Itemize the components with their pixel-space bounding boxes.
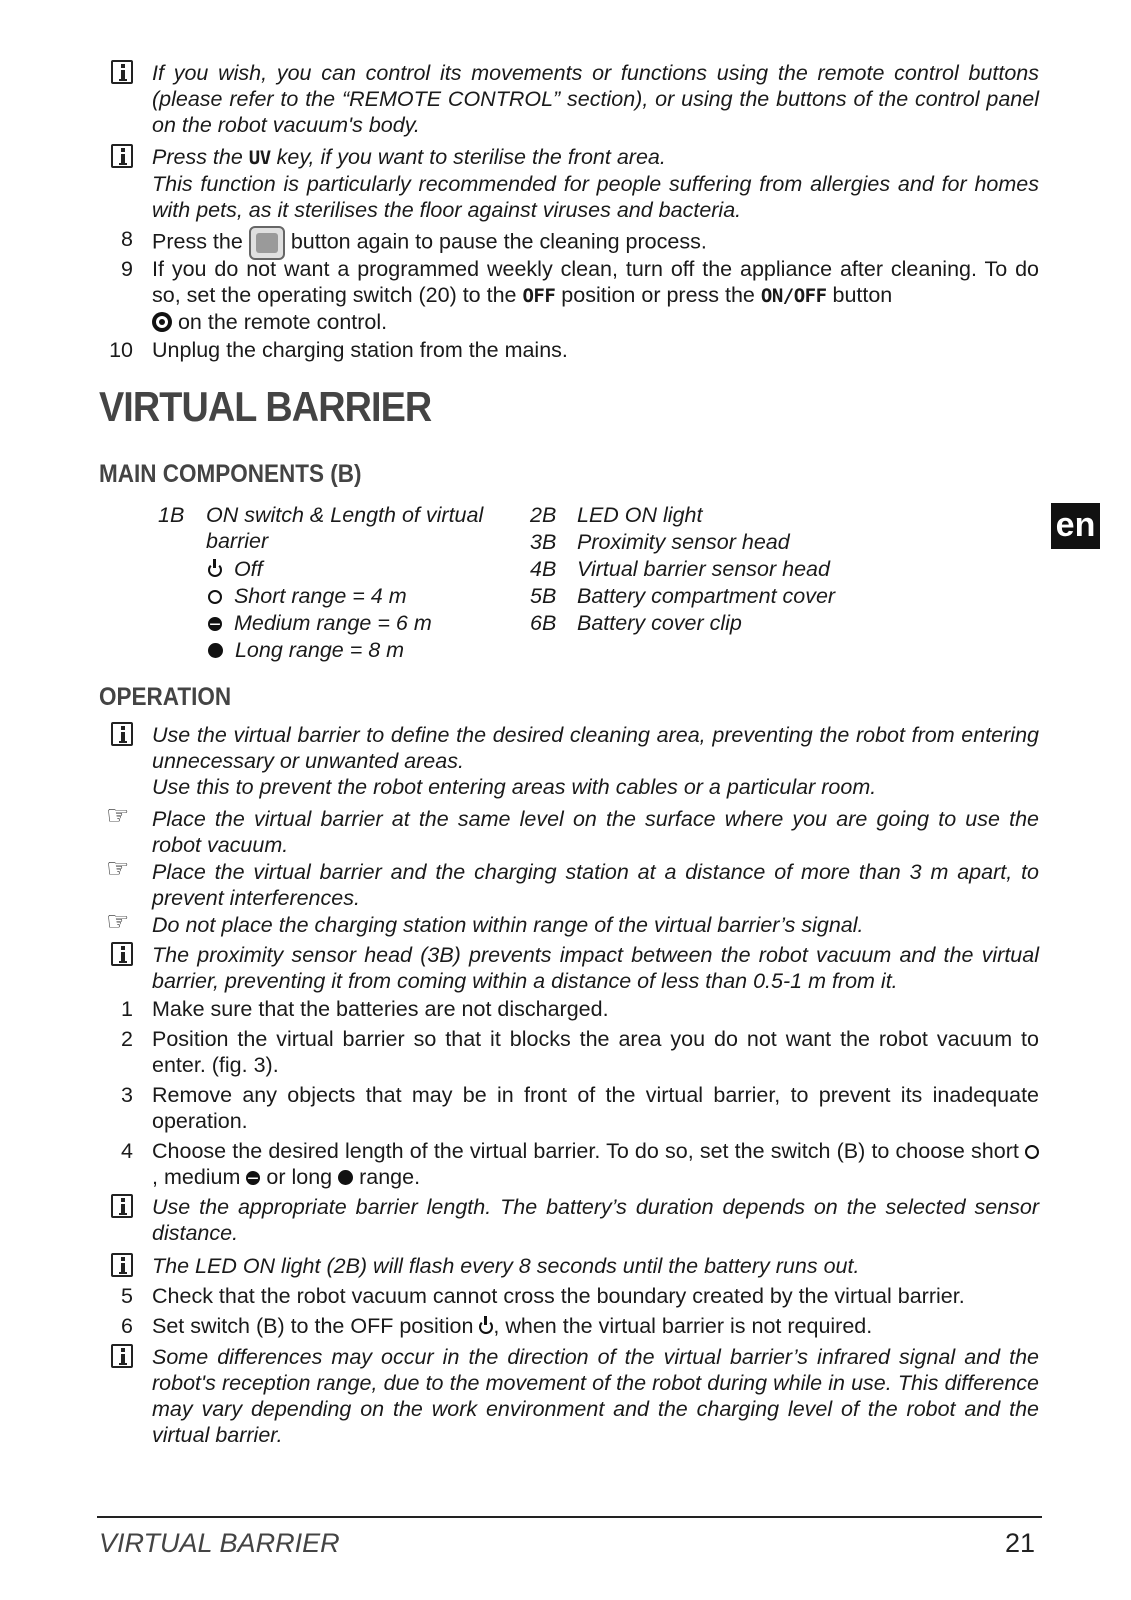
- info-icon: [111, 60, 133, 84]
- component-code: 5B: [530, 584, 557, 608]
- long-range-icon: [208, 643, 223, 658]
- info-icon: [111, 1194, 133, 1218]
- component-label: ON switch & Length of virtual barrier: [206, 503, 484, 553]
- switch-medium-item: Medium range = 6 m: [208, 610, 432, 636]
- switch-off-item: Off: [208, 556, 263, 582]
- short-range-icon: [208, 590, 222, 604]
- start-stop-button-icon: [249, 226, 285, 260]
- power-icon: [208, 563, 222, 577]
- component-label: Proximity sensor head: [577, 530, 790, 554]
- component-label: Virtual barrier sensor head: [577, 557, 830, 581]
- component-code: 3B: [530, 530, 557, 554]
- components-heading: MAIN COMPONENTS (B): [99, 460, 362, 488]
- footer-divider: [97, 1516, 1042, 1518]
- info-icon: [111, 1344, 133, 1368]
- pointing-hand-icon: ☞: [106, 801, 130, 831]
- component-label: LED ON light: [577, 503, 703, 527]
- component-code: 6B: [530, 611, 557, 635]
- power-icon: [479, 1320, 493, 1334]
- component-code: 4B: [530, 557, 557, 581]
- info-icon: [111, 942, 133, 966]
- long-range-icon: [338, 1170, 353, 1185]
- short-range-icon: [1025, 1145, 1039, 1159]
- page-title: VIRTUAL BARRIER: [99, 383, 432, 430]
- info-icon: [111, 1253, 133, 1277]
- operation-heading: OPERATION: [99, 683, 232, 711]
- power-button-icon: [152, 312, 172, 332]
- component-label: Battery cover clip: [577, 611, 742, 635]
- component-code: 1B: [158, 503, 185, 527]
- medium-range-icon: [208, 617, 222, 631]
- pointing-hand-icon: ☞: [106, 907, 130, 937]
- switch-long-item: Long range = 8 m: [208, 637, 404, 663]
- component-code: 2B: [530, 503, 557, 527]
- note-text: Press the UV key, if you want to sterilise the front area. This function is particularly recommended for people suffering from allergies and for homes with pets, as it sterilises the floor against viruses and bacteria.: [152, 145, 1039, 222]
- pointing-hand-icon: ☞: [106, 854, 130, 884]
- footer-section-title: VIRTUAL BARRIER: [99, 1528, 340, 1558]
- page-number: 21: [1005, 1528, 1036, 1558]
- language-tab: en: [1051, 503, 1100, 549]
- component-label: Battery compartment cover: [577, 584, 836, 608]
- uv-key: UV: [248, 147, 271, 169]
- medium-range-icon: [246, 1171, 260, 1185]
- note-text: If you wish, you can control its movements or functions using the remote control buttons (please refer to the “REMOTE CONTROL” section), or using the buttons of the control panel on the robot vacuum's body.: [152, 61, 1039, 137]
- switch-short-item: Short range = 4 m: [208, 583, 407, 609]
- info-icon: [111, 722, 133, 746]
- info-icon: [111, 144, 133, 168]
